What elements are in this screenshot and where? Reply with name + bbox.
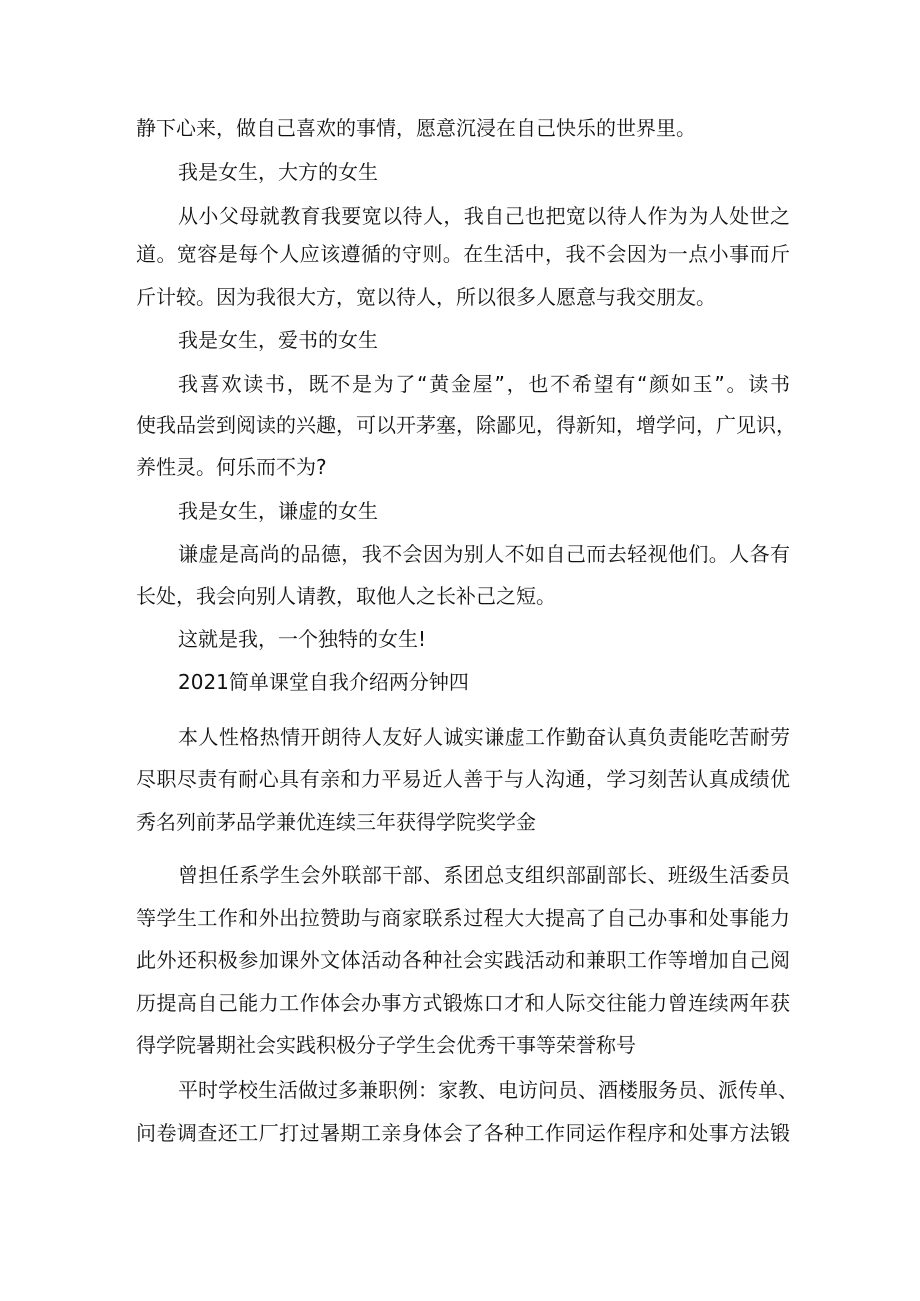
paragraph-line: 谦虚是高尚的品德，我不会因为别人不如自己而去轻视他们。人各有 (178, 542, 790, 566)
paragraph-line: 养性灵。何乐而不为? (136, 455, 327, 479)
paragraph-line: 本人性格热情开朗待人友好人诚实谦虚工作勤奋认真负责能吃苦耐劳 (178, 725, 790, 749)
paragraph-line: 我喜欢读书，既不是为了“黄金屋”，也不希望有“颜如玉”。读书 (178, 372, 790, 396)
paragraph-line: 静下心来，做自己喜欢的事情，愿意沉浸在自己快乐的世界里。 (136, 116, 696, 140)
paragraph-line: 历提高自己能力工作体会办事方式锻炼口才和人际交往能力曾连续两年获 (136, 991, 790, 1015)
paragraph-line: 曾担任系学生会外联部干部、系团总支组织部副部长、班级生活委员 (178, 863, 790, 887)
section-heading: 我是女生，谦虚的女生 (178, 499, 378, 523)
paragraph-line: 尽职尽责有耐心具有亲和力平易近人善于与人沟通，学习刻苦认真成绩优 (136, 767, 790, 791)
paragraph-line: 得学院暑期社会实践积极分子学生会优秀干事等荣誉称号 (136, 1033, 636, 1057)
paragraph-line: 道。宽容是每个人应该遵循的守则。在生活中，我不会因为一点小事而斤 (136, 242, 790, 266)
paragraph-line: 此外还积极参加课外文体活动各种社会实践活动和兼职工作等增加自己阅 (136, 948, 790, 972)
paragraph-line: 问卷调查还工厂打过暑期工亲身体会了各种工作同运作程序和处事方法锻 (136, 1121, 790, 1145)
section-title: 2021简单课堂自我介绍两分钟四 (178, 670, 469, 694)
paragraph-line: 斤计较。因为我很大方，宽以待人，所以很多人愿意与我交朋友。 (136, 285, 716, 309)
paragraph-line: 从小父母就教育我要宽以待人，我自己也把宽以待人作为为人处世之 (178, 204, 790, 228)
section-heading: 我是女生，大方的女生 (178, 160, 378, 184)
paragraph-line: 使我品尝到阅读的兴趣，可以开茅塞，除鄙见，得新知，增学问，广见识， (136, 413, 796, 437)
paragraph-line: 平时学校生活做过多兼职例：家教、电访问员、酒楼服务员、派传单、 (178, 1078, 798, 1102)
section-heading: 我是女生，爱书的女生 (178, 328, 378, 352)
paragraph-line: 这就是我，一个独特的女生! (178, 627, 427, 651)
paragraph-line: 长处，我会向别人请教，取他人之长补己之短。 (136, 584, 556, 608)
paragraph-line: 等学生工作和外出拉赞助与商家联系过程大大提高了自己办事和处事能力 (136, 906, 790, 930)
paragraph-line: 秀名列前茅品学兼优连续三年获得学院奖学金 (136, 810, 536, 834)
